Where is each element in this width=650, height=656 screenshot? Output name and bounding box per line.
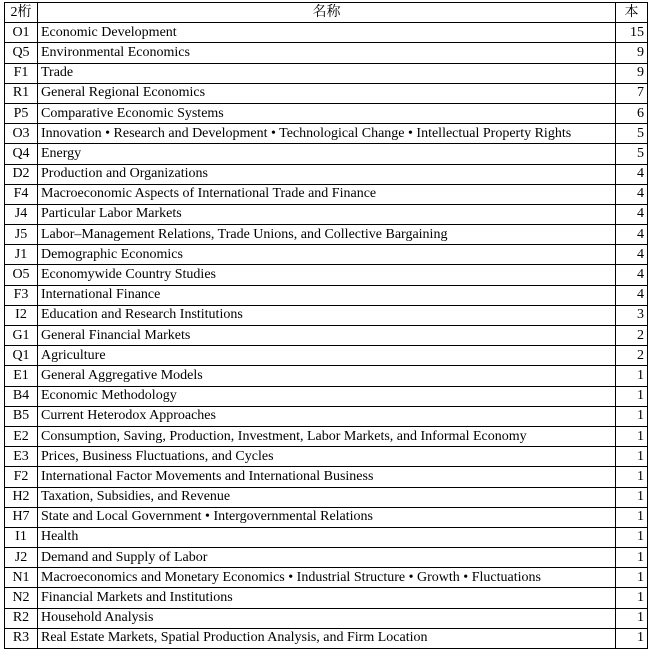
- table-row: [5, 23, 648, 43]
- cell-name: Economic Development: [38, 23, 616, 43]
- cell-name: Macroeconomic Aspects of International Trade and Finance: [38, 184, 616, 204]
- cell-count: 1: [616, 568, 648, 588]
- cell-code: I2: [5, 305, 38, 325]
- table-row: [5, 43, 648, 63]
- table-row: [5, 225, 648, 245]
- cell-name: General Aggregative Models: [38, 366, 616, 386]
- table-row: [5, 487, 648, 507]
- cell-count: 6: [616, 103, 648, 123]
- cell-name: Labor–Management Relations, Trade Unions, and Collective Bargaining: [38, 225, 616, 245]
- cell-count: 5: [616, 144, 648, 164]
- cell-count: 1: [616, 487, 648, 507]
- table-row: [5, 144, 648, 164]
- table-row: [5, 608, 648, 628]
- cell-name: General Financial Markets: [38, 326, 616, 346]
- table-row: [5, 568, 648, 588]
- cell-code: Q1: [5, 346, 38, 366]
- header-row: [5, 3, 648, 23]
- cell-name: Demand and Supply of Labor: [38, 548, 616, 568]
- cell-code: N1: [5, 568, 38, 588]
- cell-count: 4: [616, 225, 648, 245]
- table-row: [5, 326, 648, 346]
- cell-name: Consumption, Saving, Production, Investment, Labor Markets, and Informal Economy: [38, 426, 616, 446]
- cell-name: Demographic Economics: [38, 245, 616, 265]
- cell-count: 9: [616, 63, 648, 83]
- cell-name: Financial Markets and Institutions: [38, 588, 616, 608]
- cell-code: H2: [5, 487, 38, 507]
- table-row: [5, 366, 648, 386]
- table-row: [5, 305, 648, 325]
- cell-count: 4: [616, 285, 648, 305]
- cell-code: J5: [5, 225, 38, 245]
- table-row: [5, 548, 648, 568]
- cell-name: Real Estate Markets, Spatial Production Analysis, and Firm Location: [38, 628, 616, 648]
- cell-name: Energy: [38, 144, 616, 164]
- cell-name: Taxation, Subsidies, and Revenue: [38, 487, 616, 507]
- table-row: [5, 124, 648, 144]
- cell-count: 3: [616, 305, 648, 325]
- header-name: 名称: [38, 3, 616, 23]
- cell-count: 9: [616, 43, 648, 63]
- cell-count: 4: [616, 265, 648, 285]
- cell-name: Current Heterodox Approaches: [38, 406, 616, 426]
- cell-name: Trade: [38, 63, 616, 83]
- table-row: [5, 447, 648, 467]
- cell-count: 1: [616, 366, 648, 386]
- table-row: [5, 426, 648, 446]
- cell-count: 1: [616, 527, 648, 547]
- cell-name: Prices, Business Fluctuations, and Cycles: [38, 447, 616, 467]
- header-code: 2桁: [5, 3, 38, 23]
- cell-code: E1: [5, 366, 38, 386]
- cell-name: Household Analysis: [38, 608, 616, 628]
- cell-code: O1: [5, 23, 38, 43]
- cell-name: Production and Organizations: [38, 164, 616, 184]
- cell-name: Health: [38, 527, 616, 547]
- cell-code: R1: [5, 83, 38, 103]
- cell-code: E3: [5, 447, 38, 467]
- cell-code: O5: [5, 265, 38, 285]
- cell-name: Comparative Economic Systems: [38, 103, 616, 123]
- cell-code: J2: [5, 548, 38, 568]
- cell-count: 1: [616, 406, 648, 426]
- table-row: [5, 467, 648, 487]
- cell-count: 15: [616, 23, 648, 43]
- cell-code: H7: [5, 507, 38, 527]
- cell-name: Education and Research Institutions: [38, 305, 616, 325]
- cell-code: N2: [5, 588, 38, 608]
- cell-code: F4: [5, 184, 38, 204]
- cell-count: 1: [616, 507, 648, 527]
- cell-code: F1: [5, 63, 38, 83]
- cell-name: Particular Labor Markets: [38, 204, 616, 224]
- table-row: [5, 406, 648, 426]
- cell-count: 1: [616, 386, 648, 406]
- cell-code: B4: [5, 386, 38, 406]
- cell-code: F3: [5, 285, 38, 305]
- table-row: [5, 507, 648, 527]
- cell-count: 1: [616, 628, 648, 648]
- cell-name: Agriculture: [38, 346, 616, 366]
- cell-name: International Factor Movements and International Business: [38, 467, 616, 487]
- table-row: [5, 63, 648, 83]
- cell-count: 2: [616, 346, 648, 366]
- table-row: [5, 527, 648, 547]
- cell-count: 4: [616, 204, 648, 224]
- table-row: [5, 386, 648, 406]
- cell-code: J4: [5, 204, 38, 224]
- table-row: [5, 346, 648, 366]
- cell-code: O3: [5, 124, 38, 144]
- cell-code: I1: [5, 527, 38, 547]
- header-count: 本: [616, 3, 648, 23]
- cell-code: B5: [5, 406, 38, 426]
- cell-count: 4: [616, 245, 648, 265]
- cell-count: 4: [616, 184, 648, 204]
- table-row: [5, 204, 648, 224]
- jel-code-table: [4, 2, 648, 649]
- cell-code: Q4: [5, 144, 38, 164]
- table-row: [5, 628, 648, 648]
- cell-code: J1: [5, 245, 38, 265]
- cell-count: 1: [616, 608, 648, 628]
- cell-code: Q5: [5, 43, 38, 63]
- table-row: [5, 285, 648, 305]
- table-body: [5, 23, 648, 649]
- table-row: [5, 83, 648, 103]
- cell-code: F2: [5, 467, 38, 487]
- cell-count: 1: [616, 447, 648, 467]
- cell-count: 7: [616, 83, 648, 103]
- table-row: [5, 588, 648, 608]
- cell-count: 1: [616, 467, 648, 487]
- cell-count: 2: [616, 326, 648, 346]
- cell-name: Economywide Country Studies: [38, 265, 616, 285]
- cell-name: Macroeconomics and Monetary Economics • Industrial Structure • Growth • Fluctuations: [38, 568, 616, 588]
- cell-name: Innovation • Research and Development • Technological Change • Intellectual Property Rights: [38, 124, 616, 144]
- cell-count: 1: [616, 588, 648, 608]
- table-row: [5, 103, 648, 123]
- cell-name: International Finance: [38, 285, 616, 305]
- cell-code: R3: [5, 628, 38, 648]
- table-row: [5, 184, 648, 204]
- table-row: [5, 164, 648, 184]
- table-row: [5, 265, 648, 285]
- cell-code: G1: [5, 326, 38, 346]
- cell-code: E2: [5, 426, 38, 446]
- table-row: [5, 245, 648, 265]
- cell-count: 4: [616, 164, 648, 184]
- cell-code: R2: [5, 608, 38, 628]
- cell-count: 5: [616, 124, 648, 144]
- cell-name: Environmental Economics: [38, 43, 616, 63]
- cell-count: 1: [616, 548, 648, 568]
- cell-code: D2: [5, 164, 38, 184]
- cell-name: State and Local Government • Intergovernmental Relations: [38, 507, 616, 527]
- cell-count: 1: [616, 426, 648, 446]
- cell-code: P5: [5, 103, 38, 123]
- cell-name: General Regional Economics: [38, 83, 616, 103]
- cell-name: Economic Methodology: [38, 386, 616, 406]
